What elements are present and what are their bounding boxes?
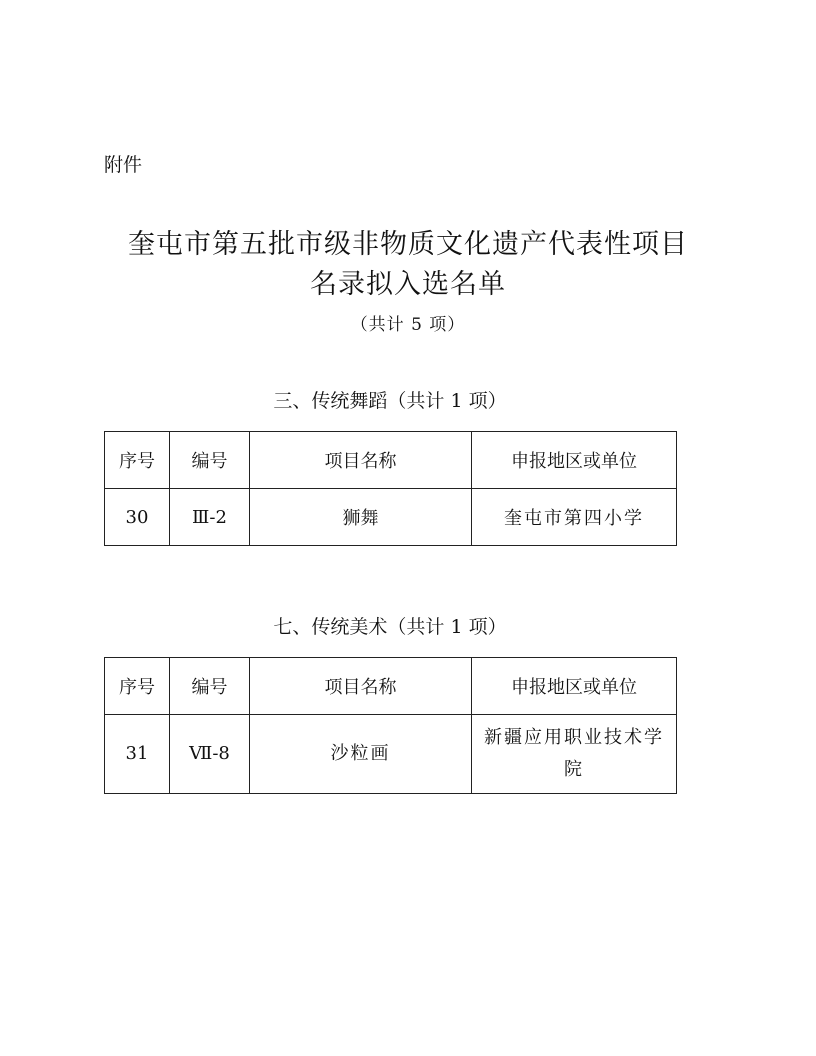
cell-applicant-unit: 奎屯市第四小学 (472, 489, 677, 546)
table-traditional-dance (104, 431, 677, 546)
cell-code: Ⅲ-2 (170, 489, 250, 546)
cell-project-name: 沙粒画 (250, 715, 472, 794)
cell-applicant-unit: 新疆应用职业技术学院 (472, 715, 677, 794)
header-applicant-unit: 申报地区或单位 (472, 432, 677, 489)
header-project-name: 项目名称 (250, 658, 472, 715)
table-traditional-art (104, 657, 677, 794)
table-header-row (105, 432, 677, 489)
table-header-row (105, 658, 677, 715)
header-project-name: 项目名称 (250, 432, 472, 489)
header-code: 编号 (170, 658, 250, 715)
header-code: 编号 (170, 432, 250, 489)
header-serial: 序号 (105, 658, 170, 715)
header-serial: 序号 (105, 432, 170, 489)
document-subtitle: （共计 5 项） (350, 315, 466, 335)
table-row (105, 489, 677, 546)
cell-project-name: 狮舞 (250, 489, 472, 546)
cell-serial: 30 (105, 489, 170, 546)
header-applicant-unit: 申报地区或单位 (472, 658, 677, 715)
attachment-label: 附件 (104, 154, 143, 176)
cell-code: Ⅶ-8 (170, 715, 250, 794)
section-title-traditional-dance: 三、传统舞蹈（共计 1 项） (273, 390, 507, 412)
section-title-traditional-art: 七、传统美术（共计 1 项） (273, 616, 507, 638)
table-row (105, 715, 677, 794)
cell-serial: 31 (105, 715, 170, 794)
document-title-line-2: 名录拟入选名单 (310, 269, 506, 300)
document-title-line-1: 奎屯市第五批市级非物质文化遗产代表性项目 (128, 229, 688, 260)
